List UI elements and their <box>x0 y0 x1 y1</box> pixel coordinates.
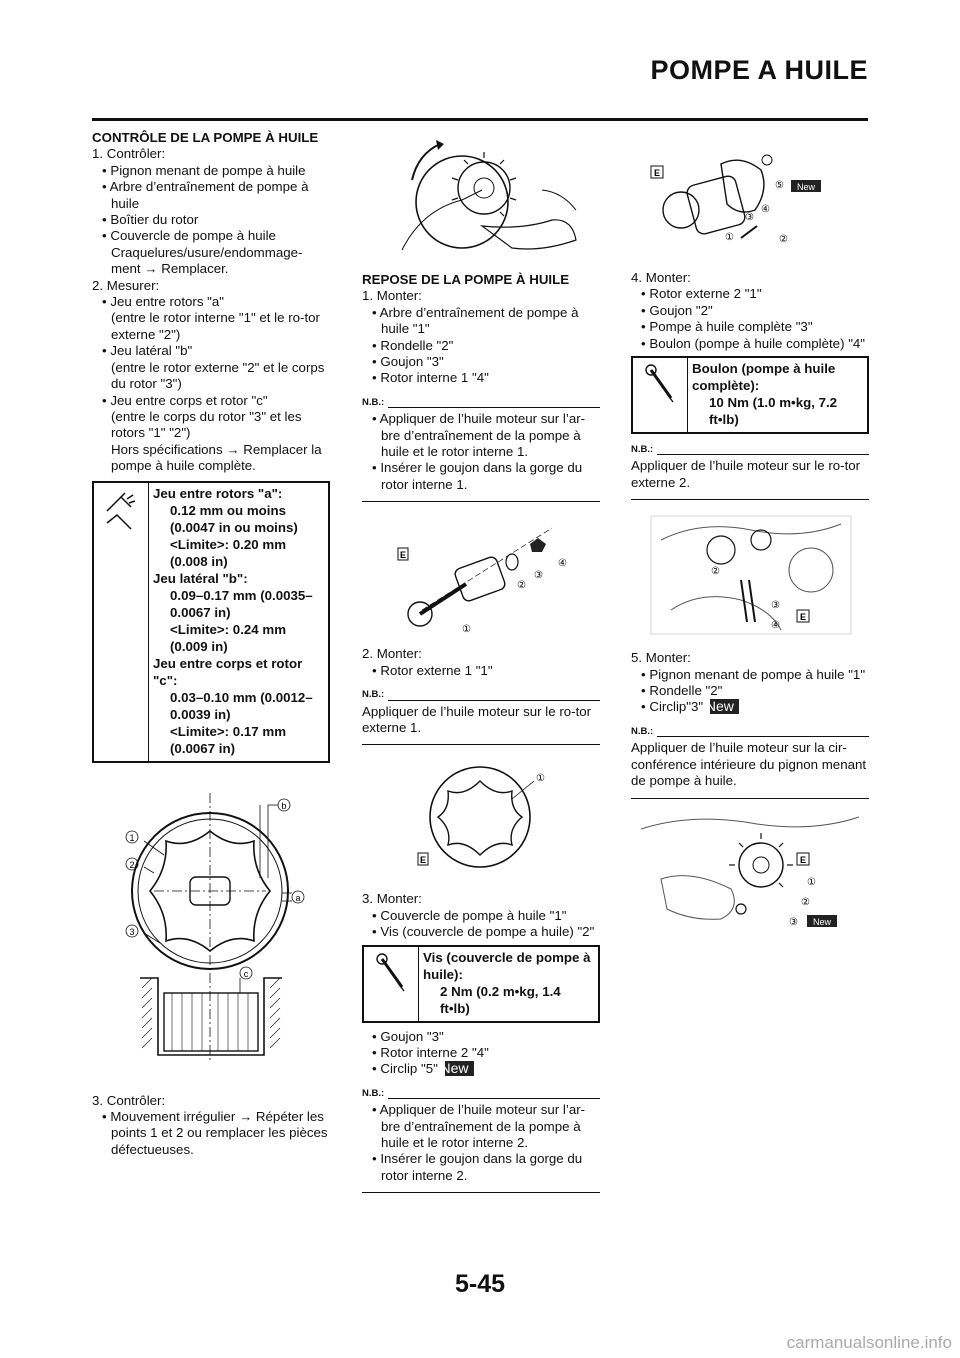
note-block <box>631 724 869 799</box>
svg-text:③: ③ <box>534 570 543 582</box>
step-1: 1. Monter: <box>362 288 422 304</box>
list-item: • Rondelle "2" <box>362 338 600 354</box>
step-3: 3. Contrôler: <box>92 1092 166 1108</box>
limit-wrench-icon <box>94 483 149 761</box>
svg-text:②: ② <box>779 234 788 245</box>
torque-wrench-icon <box>364 947 419 1021</box>
note-block <box>362 1086 600 1193</box>
note-block <box>631 442 869 500</box>
svg-text:New: New <box>796 182 816 192</box>
spec-label: Vis (couvercle de pompe à huile): <box>423 949 591 982</box>
svg-text:③: ③ <box>745 212 754 223</box>
list-item: • Arbre d’entraînement de pompe à huile "1" <box>362 305 600 338</box>
svg-text:②: ② <box>711 566 720 578</box>
note-block <box>362 395 600 502</box>
step-2-result: Hors spécifications → Remplacer la pompe à huile complète. <box>111 441 322 474</box>
spec-value: 2 Nm (0.2 m•kg, 1.4 ft•lb) <box>440 983 561 1016</box>
svg-text:③: ③ <box>771 600 780 612</box>
page-title: POMPE A HUILE <box>650 55 868 85</box>
step-1-result: Craquelures/usure/endommage-ment → Remplacer. <box>111 244 303 277</box>
figure-callout: 2 <box>129 859 135 870</box>
spec-value: <Limite>: 0.24 mm <box>170 621 287 637</box>
list-item: • Rondelle "2" <box>631 683 869 699</box>
list-item: • Pignon menant de pompe à huile "1" <box>631 667 869 683</box>
section-heading-check: CONTRÔLE DE LA POMPE À HUILE <box>92 130 319 145</box>
spec-value: (0.009 in) <box>170 638 228 654</box>
spec-value: 0.12 mm ou moins <box>170 502 287 518</box>
step-3: 3. Monter: <box>362 891 422 907</box>
list-item: • Goujon "3" <box>362 1029 600 1045</box>
note-label: N.B.: <box>362 396 385 408</box>
list-item: • Jeu latéral "b" <box>92 343 330 359</box>
spec-box-cover-screw <box>362 945 600 1023</box>
figure-callout: 1 <box>129 832 135 843</box>
pump-shaft-assembly-diagram <box>362 514 600 634</box>
list-note: (entre le rotor interne "1" et le ro-tor externe "2") <box>111 310 320 342</box>
page-header <box>92 55 868 121</box>
svg-text:E: E <box>799 612 807 623</box>
drive-gear-installed-photo <box>631 809 869 933</box>
figure-callout: b <box>281 800 287 811</box>
spec-value: (0.008 in) <box>170 553 228 569</box>
header-rule <box>92 118 868 121</box>
spec-value: <Limite>: 0.20 mm <box>170 536 287 552</box>
svg-text:E: E <box>653 168 661 178</box>
engine-pump-installed-photo <box>631 510 869 640</box>
note-text: Appliquer de l’huile moteur sur la cir-conférence intérieure du pignon menant de pompe à huile. <box>631 740 867 789</box>
list-item: • Rotor externe 2 "1" <box>631 286 869 302</box>
svg-text:③: ③ <box>789 916 798 928</box>
step-2: 2. Mesurer: <box>92 277 160 293</box>
spec-value: 0.03–0.10 mm (0.0012– <box>170 689 313 705</box>
svg-text:④: ④ <box>558 558 567 570</box>
pump-assembly-exploded-diagram <box>631 130 869 260</box>
outer-rotor-diagram <box>362 759 600 877</box>
note-text: Appliquer de l’huile moteur sur le ro-tor externe 1. <box>362 703 592 735</box>
list-item: • Jeu entre corps et rotor "c" <box>92 393 330 409</box>
watermark: carmanualsonline.info <box>786 1333 952 1352</box>
svg-text:⑤: ⑤ <box>775 180 784 191</box>
column-3 <box>631 130 869 937</box>
note-label: N.B.: <box>631 725 654 737</box>
list-item: • Jeu entre rotors "a" <box>92 294 330 310</box>
list-note: (entre le corps du rotor "3" et les rotors "1" "2") <box>111 408 302 441</box>
svg-text:E: E <box>419 855 427 866</box>
spec-box-pump-bolt <box>631 356 869 434</box>
spec-value: 0.0039 in) <box>170 706 231 722</box>
list-item: • Pompe à huile complète "3" <box>631 319 869 335</box>
spec-label: Boulon (pompe à huile complète): <box>692 361 836 394</box>
spec-label: Jeu latéral "b": <box>153 570 248 586</box>
list-item: • Goujon "3" <box>362 354 600 370</box>
spec-value: (0.0047 in ou moins) <box>170 519 298 535</box>
step-5: 5. Monter: <box>631 650 691 666</box>
spec-label: Jeu entre corps et rotor "c": <box>153 655 303 688</box>
list-item: • Arbre d’entraînement de pompe à huile <box>92 179 330 212</box>
spec-value: 0.09–0.17 mm (0.0035– <box>170 587 313 603</box>
note-label: N.B.: <box>362 689 385 701</box>
page-number: 5-45 <box>454 1270 506 1298</box>
section-heading-install: REPOSE DE LA POMPE À HUILE <box>362 272 570 287</box>
svg-text:④: ④ <box>761 204 770 215</box>
figure-callout: c <box>243 968 249 979</box>
spec-label: Jeu entre rotors "a": <box>153 485 283 501</box>
svg-text:①: ① <box>725 232 734 243</box>
list-item: • Rotor interne 2 "4" <box>362 1045 600 1061</box>
list-item: • Couvercle de pompe à huile "1" <box>362 908 600 924</box>
svg-text:①: ① <box>462 624 471 635</box>
list-item: • Boîtier du rotor <box>92 212 330 228</box>
oil-pump-gear-photo <box>362 130 600 266</box>
list-item: • Pignon menant de pompe à huile <box>92 163 330 179</box>
list-item <box>631 699 869 715</box>
note-block <box>362 687 600 745</box>
list-item: • Couvercle de pompe à huile <box>92 228 330 244</box>
new-part-badge: New <box>445 1061 474 1076</box>
svg-text:②: ② <box>801 896 810 908</box>
svg-text:E: E <box>399 550 407 561</box>
spec-value: (0.0067 in) <box>170 740 236 756</box>
svg-text:①: ① <box>536 773 545 785</box>
note-item: • Appliquer de l’huile moteur sur l’ar-bre d’entraînement de la pompe à huile et le rotor interne 1. <box>362 411 600 460</box>
new-part-badge: New <box>710 699 739 714</box>
list-item: • Rotor externe 1 "1" <box>362 663 600 679</box>
figure-callout: a <box>295 892 301 903</box>
list-item-text: Circlip "5" <box>380 1061 438 1077</box>
svg-text:②: ② <box>517 580 526 592</box>
list-note: (entre le rotor externe "2" et le corps du rotor "3") <box>111 359 325 392</box>
figure-callout: 3 <box>129 926 135 937</box>
list-item: • Vis (couvercle de pompe a huile) "2" <box>362 924 600 940</box>
note-item: • Insérer le goujon dans la gorge du rotor interne 2. <box>362 1151 600 1184</box>
torque-wrench-icon <box>633 358 688 432</box>
note-label: N.B.: <box>362 1087 385 1099</box>
svg-text:①: ① <box>807 876 816 888</box>
note-text: Appliquer de l’huile moteur sur le ro-tor externe 2. <box>631 458 861 490</box>
svg-text:E: E <box>799 854 807 865</box>
note-item: • Insérer le goujon dans la gorge du rotor interne 1. <box>362 460 600 493</box>
step-2: 2. Monter: <box>362 646 422 662</box>
list-item: • Mouvement irrégulier → Répéter les points 1 et 2 ou remplacer les pièces défectueuses. <box>92 1109 330 1158</box>
list-item <box>362 1061 600 1077</box>
spec-box-clearances <box>92 481 330 763</box>
svg-text:④: ④ <box>771 620 780 632</box>
column-2 <box>362 130 600 1203</box>
svg-text:New: New <box>812 916 832 927</box>
note-label: N.B.: <box>631 444 654 456</box>
list-item-text: Circlip"3" <box>649 699 704 715</box>
spec-value: <Limite>: 0.17 mm <box>170 723 287 739</box>
rotor-clearance-diagram <box>92 783 330 1083</box>
list-item: • Goujon "2" <box>631 303 869 319</box>
column-1 <box>92 130 330 1158</box>
list-item: • Boulon (pompe à huile complète) "4" <box>631 336 869 352</box>
step-1: 1. Contrôler: <box>92 146 166 162</box>
step-4: 4. Monter: <box>631 270 691 285</box>
note-item: • Appliquer de l’huile moteur sur l’ar-bre d’entraînement de la pompe à huile et le rotor interne 2. <box>362 1102 600 1151</box>
spec-value: 0.0067 in) <box>170 604 231 620</box>
spec-value: 10 Nm (1.0 m•kg, 7.2 ft•lb) <box>709 395 838 428</box>
list-item: • Rotor interne 1 "4" <box>362 370 600 386</box>
